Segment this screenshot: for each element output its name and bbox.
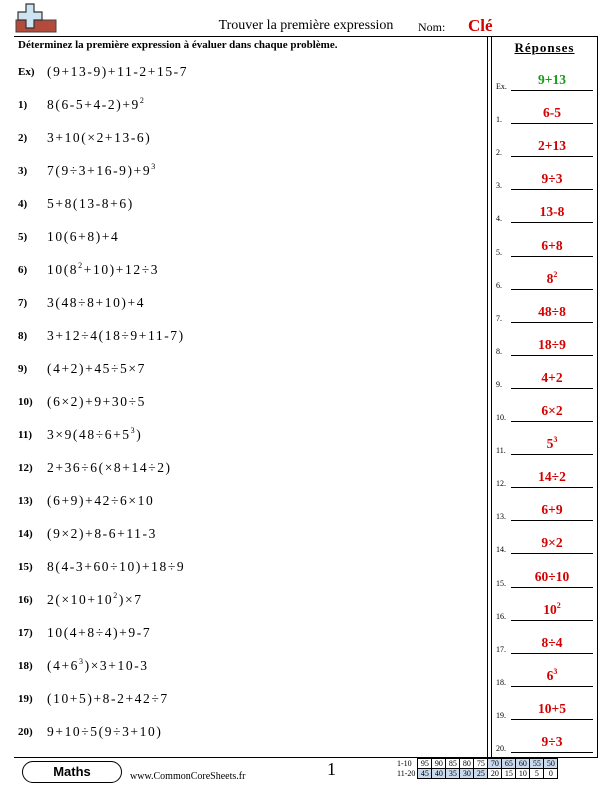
score-cell: 45 (418, 769, 432, 779)
expression-part: 3+10(×2+13-6) (47, 130, 152, 145)
answer-line (511, 520, 593, 521)
answer-value (511, 271, 593, 287)
answer-label: 5. (496, 247, 502, 257)
answer-label: 3. (496, 181, 502, 191)
answer-text: 8÷4 (541, 634, 563, 650)
problem-label: 14) (18, 528, 33, 540)
answer-text: 6 (546, 667, 554, 683)
answer-line (511, 123, 593, 124)
answer-label: 15. (496, 578, 506, 588)
answer-text: 9÷3 (541, 734, 563, 749)
problem-expression (47, 460, 172, 476)
exponent: 3 (151, 162, 157, 171)
exponent: 2 (553, 269, 558, 279)
expression-part: (10+5)+8-2+42÷7 (47, 691, 169, 706)
score-cell: 60 (516, 759, 530, 769)
answer-value (511, 171, 593, 187)
problem-expression (47, 163, 157, 179)
problem-expression (47, 592, 143, 608)
score-cell: 70 (488, 759, 502, 769)
problem-label: 16) (18, 594, 33, 606)
problem-expression (47, 295, 145, 311)
exponent: 2 (139, 96, 146, 105)
answer-value (511, 138, 593, 154)
score-cell: 35 (446, 769, 460, 779)
answer-line (511, 454, 593, 455)
score-range-label: 1-10 (397, 759, 412, 768)
answer-panel-border-right (597, 37, 598, 757)
problem-expression (47, 625, 151, 641)
problem-expression (47, 130, 151, 146)
problem-label: 9) (18, 363, 28, 375)
answer-label: 1. (496, 115, 502, 125)
answer-value (511, 105, 593, 121)
expression-part: (6+9)+42÷6×10 (47, 493, 155, 508)
problem-expression (47, 493, 154, 509)
answer-value (511, 204, 593, 220)
expression-part: 2+36÷6(×8+14÷2) (47, 460, 172, 475)
score-cell: 95 (418, 759, 432, 769)
answer-line (511, 752, 593, 753)
problem-label: 17) (18, 627, 33, 639)
answer-line (511, 256, 593, 257)
problem-expression (47, 229, 119, 245)
score-cell: 90 (432, 759, 446, 769)
answer-text: 10 (543, 601, 557, 617)
expression-part: (9×2)+8-6+11-3 (47, 526, 157, 541)
answer-label: 2. (496, 148, 502, 158)
answer-panel-border-inner (491, 37, 492, 757)
problem-expression (47, 724, 162, 740)
answer-line (511, 620, 593, 621)
exponent: 3 (130, 426, 137, 435)
expression-part: 10(6+8)+4 (47, 229, 120, 244)
answer-text: 60÷10 (534, 568, 570, 584)
answer-label: 20. (496, 744, 506, 753)
problem-expression (47, 97, 146, 113)
problem-expression (47, 361, 146, 377)
exponent: 2 (556, 600, 561, 610)
answer-label: 12. (496, 479, 506, 489)
problem-expression (47, 658, 149, 674)
header-divider (14, 36, 598, 37)
subject-badge: Maths (22, 761, 122, 783)
answer-text: 4+2 (541, 369, 563, 385)
name-value: Clé (468, 16, 493, 35)
problem-expression (47, 196, 134, 212)
score-cell: 75 (474, 759, 488, 769)
answer-label: 19. (496, 710, 506, 720)
answer-line (511, 156, 593, 157)
page-number: 1 (327, 759, 336, 779)
answer-text: 13-8 (539, 204, 565, 220)
answer-value (511, 337, 593, 353)
answer-label: 7. (496, 313, 502, 323)
answer-line (511, 686, 593, 687)
answer-text: 5 (546, 436, 554, 452)
problem-label: 4) (18, 198, 28, 210)
problem-expression (47, 691, 169, 707)
answer-line (511, 653, 593, 654)
problem-expression (47, 394, 146, 410)
problem-label: 15) (18, 561, 33, 573)
problem-label: 13) (18, 495, 33, 507)
expression-part: 8(4-3+60÷10)+18÷9 (47, 559, 186, 574)
exponent: 2 (78, 261, 84, 270)
answer-text: 9÷3 (541, 171, 563, 187)
answer-value (511, 502, 593, 518)
answer-label: 17. (496, 644, 506, 654)
answer-line (511, 189, 593, 190)
answer-line (511, 587, 593, 588)
expression-part: (6×2)+9+30÷5 (47, 394, 146, 409)
answer-label: 14. (496, 545, 506, 555)
problem-label: 7) (18, 297, 28, 309)
answer-line (511, 421, 593, 422)
answer-label: 4. (496, 214, 502, 224)
answer-label: 6. (496, 280, 502, 290)
answer-line (511, 719, 593, 720)
answer-value (511, 370, 593, 386)
answer-text: 14÷2 (538, 469, 566, 485)
answer-text: 48÷8 (538, 303, 566, 319)
answer-line (511, 553, 593, 554)
expression-part: 3×9(48÷6+5 (47, 427, 131, 442)
problem-label: 18) (18, 660, 33, 672)
answer-line (511, 289, 593, 290)
answers-header: Réponses (514, 40, 575, 55)
answer-label: Ex. (496, 82, 507, 91)
expression-part: 7(9÷3+16-9)+9 (47, 163, 152, 178)
answer-text: 6+8 (541, 237, 563, 253)
exponent: 3 (553, 666, 558, 676)
answer-text: 6×2 (541, 403, 563, 418)
answer-panel-border-left (487, 37, 488, 757)
answer-value (511, 238, 593, 254)
score-cell: 15 (502, 769, 516, 779)
score-table (396, 758, 558, 779)
problem-label: Ex) (18, 66, 35, 78)
score-row (396, 769, 558, 779)
exponent: 3 (553, 435, 558, 445)
problem-label: 20) (18, 726, 33, 738)
website-link[interactable]: www.CommonCoreSheets.fr (130, 771, 246, 782)
answer-text: 8 (546, 270, 554, 286)
expression-part: 9+10÷5(9÷3+10) (47, 724, 163, 739)
problem-label: 6) (18, 264, 28, 276)
exponent: 3 (79, 657, 85, 666)
expression-part: 10(8 (47, 262, 79, 277)
expression-part: )×3+10-3 (84, 658, 149, 673)
score-cell: 30 (460, 769, 474, 779)
answer-line (511, 487, 593, 488)
score-cell: 65 (502, 759, 516, 769)
problem-label: 8) (18, 330, 28, 342)
answer-label: 8. (496, 346, 502, 356)
expression-part: 3(48÷8+10)+4 (47, 295, 146, 310)
score-cell: 80 (460, 759, 474, 769)
answer-value (511, 668, 593, 684)
answer-line (511, 388, 593, 389)
expression-part: 2(×10+10 (47, 592, 114, 607)
problem-expression (47, 64, 188, 80)
problem-label: 1) (18, 99, 28, 111)
expression-part: 3+12÷4(18÷9+11-7) (47, 328, 185, 343)
answer-label: 9. (496, 379, 502, 389)
answer-value (511, 569, 593, 585)
page-title: Trouver la première expression (218, 18, 394, 33)
problem-expression (47, 262, 159, 278)
answer-text: 18÷9 (538, 336, 566, 352)
problem-expression (47, 427, 142, 443)
expression-part: 5+8(13-8+6) (47, 196, 134, 211)
expression-part: (4+2)+45÷5×7 (47, 361, 146, 376)
answer-line (511, 322, 593, 323)
expression-part: 8(6-5+4-2)+9 (47, 97, 140, 112)
answer-text: 10+5 (538, 700, 566, 716)
score-cell: 85 (446, 759, 460, 769)
score-cell: 25 (474, 769, 488, 779)
exponent: 2 (113, 591, 119, 600)
answer-value (511, 734, 593, 750)
name-label: Nom: (418, 20, 446, 34)
answer-value (511, 469, 593, 485)
problem-label: 2) (18, 132, 28, 144)
score-cell: 50 (544, 759, 558, 769)
problem-expression (47, 559, 185, 575)
expression-part: (4+6 (47, 658, 80, 673)
expression-part: )×7 (118, 592, 143, 607)
answer-value (511, 602, 593, 618)
answer-label: 16. (496, 611, 506, 621)
answer-line (511, 222, 593, 223)
score-cell: 0 (544, 769, 558, 779)
score-row (396, 759, 558, 769)
answer-text: 6+9 (541, 502, 563, 518)
problem-label: 3) (18, 165, 28, 177)
problem-label: 12) (18, 462, 33, 474)
answer-value (511, 403, 593, 419)
answer-value (511, 72, 593, 88)
instructions: Déterminez la première expression à évaluer dans chaque problème. (18, 39, 338, 51)
expression-part: ) (136, 427, 143, 442)
problem-expression (47, 328, 185, 344)
problem-label: 19) (18, 693, 33, 705)
answer-label: 10. (496, 413, 506, 422)
score-cell: 55 (530, 759, 544, 769)
expression-part: (9+13-9)+11-2+15-7 (47, 64, 189, 79)
problem-label: 10) (18, 396, 33, 408)
score-cell: 20 (488, 769, 502, 779)
score-range-label: 11-20 (397, 769, 416, 778)
problem-label: 5) (18, 231, 28, 243)
answer-value (511, 635, 593, 651)
expression-part: 10(4+8÷4)+9-7 (47, 625, 152, 640)
answer-value (511, 436, 593, 452)
problem-expression (47, 526, 157, 542)
answer-text: 6-5 (543, 105, 561, 121)
answer-line (511, 90, 593, 91)
answer-label: 13. (496, 512, 506, 522)
answer-text: 2+13 (538, 138, 566, 154)
score-cell: 5 (530, 769, 544, 779)
answer-value (511, 701, 593, 717)
score-cell: 10 (516, 769, 530, 779)
answer-label: 11. (496, 446, 506, 456)
score-cell: 40 (432, 769, 446, 779)
answer-value (511, 304, 593, 320)
answer-value (511, 535, 593, 551)
problem-label: 11) (18, 429, 33, 441)
answer-text: 9+13 (538, 72, 566, 87)
answer-label: 18. (496, 677, 506, 687)
expression-part: +10)+12÷3 (83, 262, 160, 277)
answer-text: 9×2 (541, 535, 563, 551)
answer-line (511, 355, 593, 356)
